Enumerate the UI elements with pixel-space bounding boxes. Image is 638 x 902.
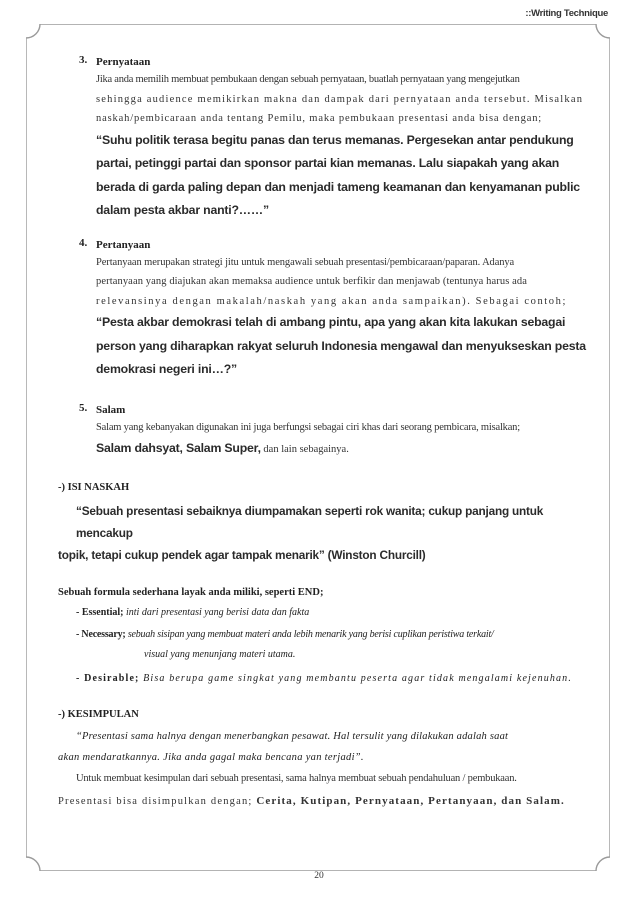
entry-label: - Necessary; — [76, 629, 126, 640]
salam-tail: dan lain sebagainya. — [260, 444, 349, 455]
item-title: Pernyataan — [96, 56, 151, 68]
body-line: Pertanyaan merupakan strategi jitu untuk mengawali sebuah presentasi/pembicaraan/paparan. Adanya — [96, 256, 515, 268]
quote-line: person yang diharapkan rakyat seluruh Indonesia mengawal dan menyukseskan pesta — [96, 338, 586, 353]
header-label: ::Writing Technique — [525, 8, 608, 19]
section-heading: -) ISI NASKAH — [58, 482, 130, 493]
section-italic-quote — [58, 726, 588, 768]
quote-line: “Presentasi sama halnya dengan menerbangkan pesawat. Hal tersulit yang dilakukan adalah saat — [76, 731, 509, 742]
section-formula — [58, 584, 588, 690]
body-text: Presentasi bisa disimpulkan dengan; — [58, 796, 257, 807]
formula-entry-desirable — [58, 668, 588, 690]
formula-entry-essential — [58, 602, 588, 624]
body-line: Untuk membuat kesimpulan dari sebuah presentasi, sama halnya membuat sebuah pendahuluan / pembukaan. — [76, 773, 517, 784]
page-content — [60, 54, 588, 813]
section-heading: Sebuah formula sederhana layak anda miliki, seperti END; — [58, 587, 324, 598]
salam-line — [96, 437, 588, 463]
body-line: naskah/pembicaraan anda tentang Pemilu, maka pembukaan presentasi anda bisa dengan; — [96, 113, 543, 124]
quote-line: berada di garda paling depan dan menjadi tameng keamanan dan kenyamanan public — [96, 179, 580, 194]
quote-line: demokrasi negeri ini…?” — [96, 362, 237, 376]
quote-line: partai, petinggi partai dan sponsor partai kian memanas. Lalu siapakah yang akan — [96, 156, 560, 170]
item-body — [96, 418, 588, 438]
item-body — [96, 70, 588, 129]
quote-line: akan mendaratkannya. Jika anda gagal maka bencana yan terjadi”. — [58, 752, 364, 763]
salam-quote: Salam dahsyat, Salam Super, — [96, 441, 261, 455]
quote-line: topik, tetapi cukup pendek agar tampak menarik” (Winston Churcill) — [58, 548, 426, 562]
entry-desc: inti dari presentasi yang berisi data dan fakta — [123, 607, 310, 618]
quote-line: “Pesta akbar demokrasi telah di ambang pintu, apa yang akan kita lakukan sebagai — [96, 315, 566, 329]
section-isi-naskah — [58, 479, 588, 566]
entry-desc: Bisa berupa game singkat yang membantu peserta agar tidak mengalami kejenuhan. — [139, 673, 572, 684]
item-body — [96, 253, 588, 312]
section-heading: -) KESIMPULAN — [58, 709, 139, 720]
section-kesimpulan — [58, 706, 588, 813]
list-item-pertanyaan — [60, 237, 588, 382]
entry-label: - Essential; — [76, 607, 124, 618]
list-item-salam — [60, 402, 588, 464]
body-line: Salam yang kebanyakan digunakan ini juga berfungsi sebagai ciri khas dari seorang pembicara, misalkan; — [96, 421, 520, 433]
body-bold-text: Cerita, Kutipan, Pernyataan, Pertanyaan, dan Salam. — [256, 795, 565, 807]
quote-line: “Sebuah presentasi sebaiknya diumpamakan seperti rok wanita; cukup panjang untuk mencakup — [76, 504, 544, 540]
item-number: 4. — [79, 236, 88, 249]
item-quote — [96, 311, 588, 382]
page-number: 20 — [314, 871, 324, 881]
body-line: pertanyaan yang diajukan akan memaksa audience untuk berfikir dan menjawab (tentunya harus ada — [96, 276, 527, 287]
item-title: Salam — [96, 403, 126, 416]
item-quote — [96, 129, 588, 223]
formula-entry-necessary — [58, 624, 588, 646]
quote-line: dalam pesta akbar nanti?……” — [96, 203, 269, 217]
body-line: relevansinya dengan makalah/naskah yang akan anda sampaikan). Sebagai contoh; — [96, 295, 568, 307]
item-number: 3. — [79, 54, 88, 66]
body-line-end — [58, 790, 588, 813]
body-line: Jika anda memilih membuat pembukaan dengan sebuah pernyataan, buatlah pernyataan yang mengejutkan — [96, 74, 520, 85]
entry-desc: sebuah sisipan yang membuat materi anda lebih menarik yang berisi cuplikan peristiwa terkait/ — [125, 629, 494, 640]
quote-line: “Suhu politik terasa begitu panas dan terus memanas. Pergesekan antar pendukung — [96, 132, 574, 147]
entry-label: - Desirable; — [76, 673, 140, 684]
item-title: Pertanyaan — [96, 238, 151, 251]
item-number: 5. — [79, 401, 88, 414]
body-line: sehingga audience memikirkan makna dan dampak dari pernyataan anda tersebut. Misalkan — [96, 93, 584, 105]
section-quote — [58, 500, 588, 566]
formula-entry-necessary-cont: visual yang menunjang materi utama. — [144, 649, 296, 660]
list-item-pernyataan — [60, 54, 588, 223]
